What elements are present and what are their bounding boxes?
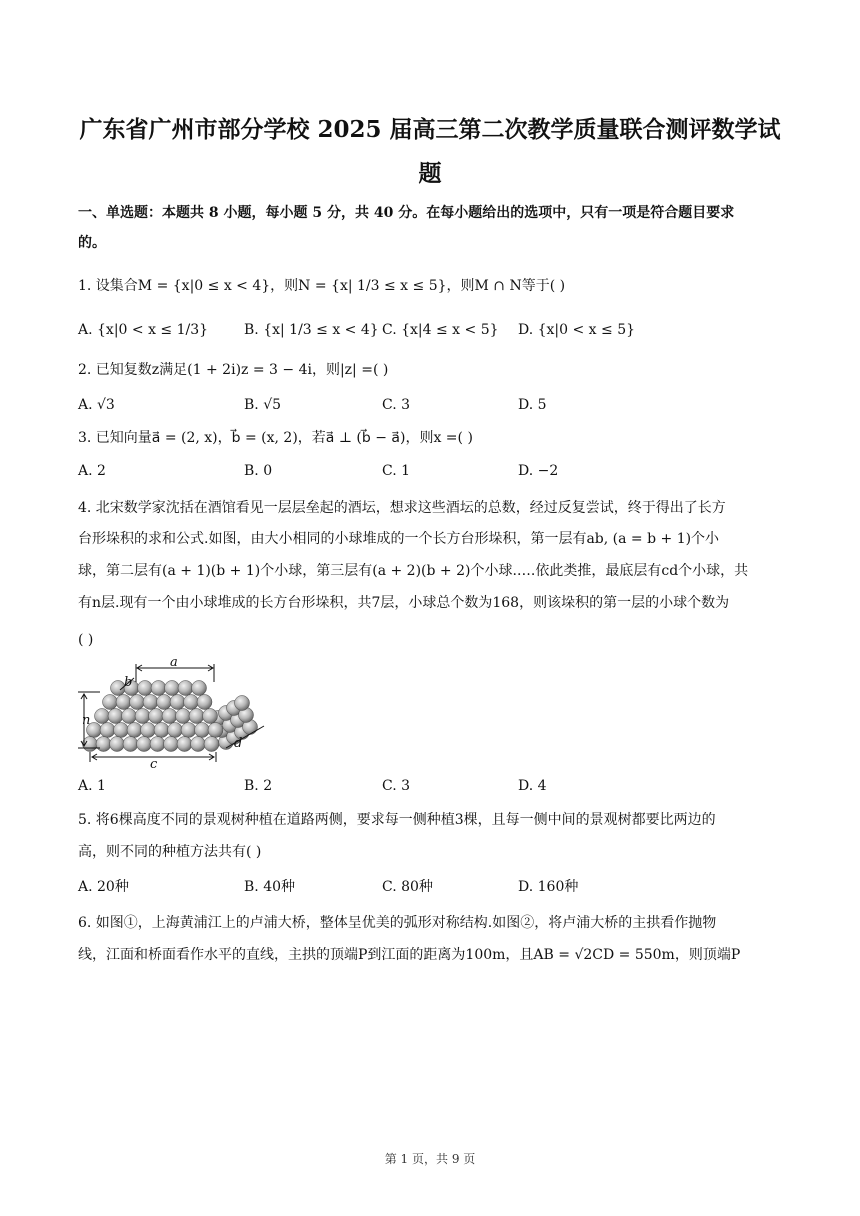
ball (135, 709, 150, 724)
q3-stem: 3. 已知向量a⃗ = (2, x)，b⃗ = (x, 2)，若a⃗ ⊥ (b⃗ − a⃗)，则x =( ) (78, 430, 473, 446)
q2-option-d[interactable]: D. 5 (518, 397, 547, 413)
ball (151, 681, 166, 696)
ball (116, 695, 131, 710)
ball (100, 723, 115, 738)
section-heading-line-1: 一、单选题：本题共 8 小题，每小题 5 分，共 40 分。在每小题给出的选项中，只有一项是符合题目要求 (78, 205, 735, 221)
ball (184, 695, 199, 710)
q4-stem-line-3: 球，第二层有(a + 1)(b + 1)个小球，第三层有(a + 2)(b + 2)个小球.….依此类推，最底层有cd个小球，共 (78, 563, 749, 579)
ball (157, 695, 172, 710)
title-line-2: 题 (418, 160, 442, 187)
ball (154, 723, 169, 738)
ball (178, 681, 193, 696)
ball (127, 723, 142, 738)
q3-option-c[interactable]: C. 1 (382, 463, 411, 479)
ball (176, 709, 191, 724)
title-line-1: 广东省广州市部分学校 2025 届高三第二次教学质量联合测评数学试 (79, 116, 781, 143)
q5-stem-line-2: 高，则不同的种植方法共有( ) (78, 844, 262, 860)
ball (203, 709, 218, 724)
ball (108, 709, 123, 724)
q4-stem-line-4: 有n层.现有一个由小球堆成的长方台形垛积，共7层，小球总个数为168，则该垛积的第一层的小球个数为 (78, 595, 730, 611)
figure-label-b: b (124, 675, 133, 690)
section-heading-line-2: 的。 (78, 235, 106, 251)
ball (114, 723, 129, 738)
q3-option-d[interactable]: D. −2 (518, 463, 559, 479)
q4-option-c[interactable]: C. 3 (382, 778, 411, 794)
ball (191, 737, 206, 752)
q3-option-a[interactable]: A. 2 (78, 463, 106, 479)
ball (103, 695, 118, 710)
ball (150, 737, 165, 752)
ball (189, 709, 204, 724)
q4-stem-line-2: 台形垛积的求和公式.如图，由大小相同的小球堆成的一个长方台形垛积，第一层有ab, (a = b + 1)个小 (78, 531, 720, 547)
ball (138, 681, 153, 696)
q2-option-b[interactable]: B. √5 (244, 397, 282, 413)
q1-stem: 1. 设集合M = {x|0 ≤ x < 4}，则N = {x| 1/3 ≤ x ≤ 5}，则M ∩ N等于( ) (78, 278, 566, 294)
ball (96, 737, 111, 752)
figure-label-c: c (150, 757, 158, 768)
ball (170, 695, 185, 710)
ball (204, 737, 219, 752)
ball (164, 737, 179, 752)
q1-option-a[interactable]: A. {x|0 < x ≤ 1/3} (78, 322, 209, 338)
ball (143, 695, 158, 710)
ball (149, 709, 164, 724)
ball (165, 681, 180, 696)
q2-option-a[interactable]: A. √3 (78, 397, 115, 413)
ball (162, 709, 177, 724)
ball (208, 723, 223, 738)
figure-label-d: d (234, 736, 243, 751)
page-footer: 第 1 页，共 9 页 (384, 1152, 476, 1166)
ball (123, 737, 138, 752)
q4-option-a[interactable]: A. 1 (78, 778, 106, 794)
paper-title (60, 108, 800, 196)
q2-stem: 2. 已知复数z满足(1 + 2i)z = 3 − 4i，则|z| =( ) (78, 362, 389, 378)
q1-option-b[interactable]: B. {x| 1/3 ≤ x < 4} (244, 322, 379, 338)
q4-stem-line-5: ( ) (78, 632, 94, 648)
q2-option-c[interactable]: C. 3 (382, 397, 411, 413)
q1-option-c[interactable]: C. {x|4 ≤ x < 5} (382, 322, 499, 338)
ball (130, 695, 145, 710)
ball (122, 709, 137, 724)
ball (137, 737, 152, 752)
q5-option-b[interactable]: B. 40种 (244, 879, 296, 895)
q5-stem-line-1: 5. 将6棵高度不同的景观树种植在道路两侧，要求每一侧种植3棵，且每一侧中间的景观树都要比两边的 (78, 812, 716, 828)
q4-option-b[interactable]: B. 2 (244, 778, 273, 794)
ball (195, 723, 210, 738)
q5-option-c[interactable]: C. 80种 (382, 879, 433, 895)
ball (110, 737, 125, 752)
q5-option-a[interactable]: A. 20种 (78, 879, 129, 895)
q4-stem-line-1: 4. 北宋数学家沈括在酒馆看见一层层垒起的酒坛，想求这些酒坛的总数，经过反复尝试，终于得出了长方 (78, 500, 726, 516)
ball (95, 709, 110, 724)
q5-option-d[interactable]: D. 160种 (518, 879, 579, 895)
ball-stack (83, 681, 258, 752)
q4-option-d[interactable]: D. 4 (518, 778, 547, 794)
ball (177, 737, 192, 752)
ball (235, 696, 250, 711)
ball (192, 681, 207, 696)
figure-label-a: a (170, 656, 178, 670)
ball (197, 695, 212, 710)
ball-stack-figure (76, 656, 272, 768)
q6-stem-line-2: 线，江面和桥面看作水平的直线，主拱的顶端P到江面的距离为100m，且AB = √2CD = 550m，则顶端P (78, 947, 741, 963)
ball (168, 723, 183, 738)
ball (181, 723, 196, 738)
q1-option-d[interactable]: D. {x|0 < x ≤ 5} (518, 322, 636, 338)
ball (141, 723, 156, 738)
q6-stem-line-1: 6. 如图①，上海黄浦江上的卢浦大桥，整体呈优美的弧形对称结构.如图②，将卢浦大桥的主拱看作抛物 (78, 915, 717, 931)
figure-label-n: n (82, 713, 91, 728)
q3-option-b[interactable]: B. 0 (244, 463, 273, 479)
